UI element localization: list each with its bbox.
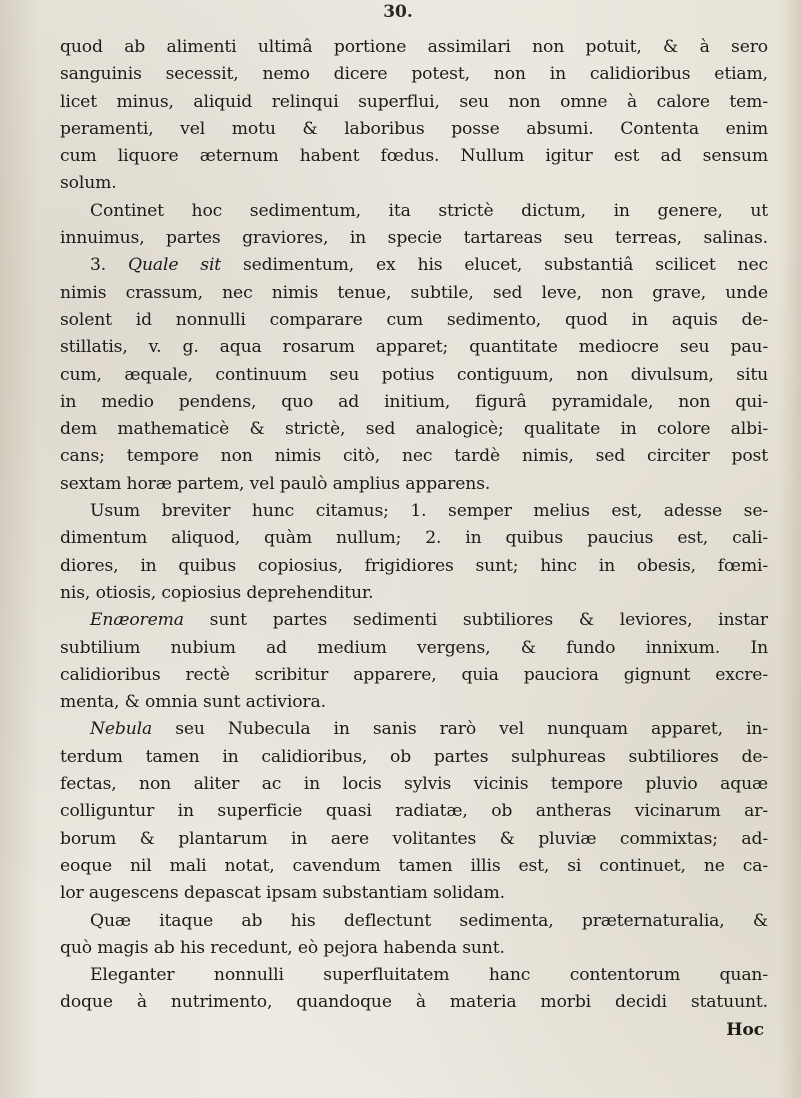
italic-term: Enæorema (90, 610, 184, 631)
text-line: colliguntur in superficie quasi radiatæ, ob antheras vicinarum ar- (60, 801, 768, 822)
paragraph-start: Nebula seu Nubecula in sanis rarò vel nunquam apparet, in- (90, 719, 768, 740)
text-line: quò magis ab his recedunt, eò pejora habenda sunt. (60, 937, 505, 958)
paragraph-start: Enæorema sunt partes sedimenti subtiliores & leviores, instar (90, 610, 768, 631)
body-text (60, 34, 768, 1044)
text-line: terdum tamen in calidioribus, ob partes sulphureas subtiliores de- (60, 746, 768, 767)
page-number: 30. (383, 2, 413, 22)
text-line: fectas, non aliter ac in locis sylvis vicinis tempore pluvio aquæ (60, 774, 768, 795)
text-line: nis, otiosis, copiosius deprehenditur. (60, 582, 374, 603)
text-line: licet minus, aliquid relinqui superflui, seu non omne à calore tem- (60, 91, 768, 112)
text-line: lor augescens depascat ipsam substantiam solidam. (60, 883, 505, 904)
text-line: eoque nil mali notat, cavendum tamen illis est, si continuet, ne ca- (60, 855, 768, 876)
text-line: quod ab alimenti ultimâ portione assimilari non potuit, & à sero (60, 37, 768, 57)
text-line: in medio pendens, quo ad initium, figurâ pyramidale, non qui- (60, 391, 768, 412)
italic-term: Quale sit (128, 255, 222, 276)
text-line: menta, & omnia sunt activiora. (60, 692, 326, 713)
text-line: borum & plantarum in aere volitantes & pluviæ commixtas; ad- (60, 828, 768, 849)
text-line: cans; tempore non nimis citò, nec tardè nimis, sed circiter post (60, 446, 768, 467)
text-line: subtilium nubium ad medium vergens, & fundo innixum. In (60, 637, 768, 658)
text-line: stillatis, v. g. aqua rosarum apparet; quantitate mediocre seu pau- (60, 337, 768, 358)
paragraph-start: Eleganter nonnulli superfluitatem hanc contentorum quan- (90, 965, 768, 986)
paragraph-start: 3. Quale sit sedimentum, ex his elucet, substantiâ scilicet nec (90, 255, 768, 276)
paragraph-start: Quæ itaque ab his deflectunt sedimenta, præternaturalia, & (90, 910, 768, 931)
text-line: cum, æquale, continuum seu potius contiguum, non divulsum, situ (60, 364, 768, 385)
text-line: doque à nutrimento, quandoque à materia morbi decidi statuunt. (60, 992, 768, 1013)
paragraph-start: Usum breviter hunc citamus; 1. semper melius est, adesse se- (90, 501, 768, 522)
paragraph-start: Continet hoc sedimentum, ita strictè dictum, in genere, ut (90, 200, 768, 221)
text-line: innuimus, partes graviores, in specie tartareas seu terreas, salinas. (60, 228, 768, 249)
text-line: sanguinis secessit, nemo dicere potest, non in calidioribus etiam, (60, 64, 768, 85)
text-line: peramenti, vel motu & laboribus posse absumi. Contenta enim (60, 118, 768, 139)
catchword: Hoc (726, 1019, 764, 1040)
text-line: calidioribus rectè scribitur apparere, quia pauciora gignunt excre- (60, 664, 768, 685)
text-line: nimis crassum, nec nimis tenue, subtile, sed leve, non grave, unde (60, 282, 768, 303)
text-line: cum liquore æternum habent fœdus. Nullum igitur est ad sensum (60, 146, 768, 167)
text-line: sextam horæ partem, vel paulò amplius apparens. (60, 473, 491, 494)
text-line: dem mathematicè & strictè, sed analogicè; qualitate in colore albi- (60, 419, 768, 440)
text-line: diores, in quibus copiosius, frigidiores sunt; hinc in obesis, fœmi- (60, 555, 768, 576)
text-line: solent id nonnulli comparare cum sedimento, quod in aquis de- (60, 309, 768, 330)
text-line: dimentum aliquod, quàm nullum; 2. in quibus paucius est, cali- (60, 528, 768, 549)
text-line: solum. (60, 173, 117, 194)
italic-term: Nebula (90, 719, 153, 740)
